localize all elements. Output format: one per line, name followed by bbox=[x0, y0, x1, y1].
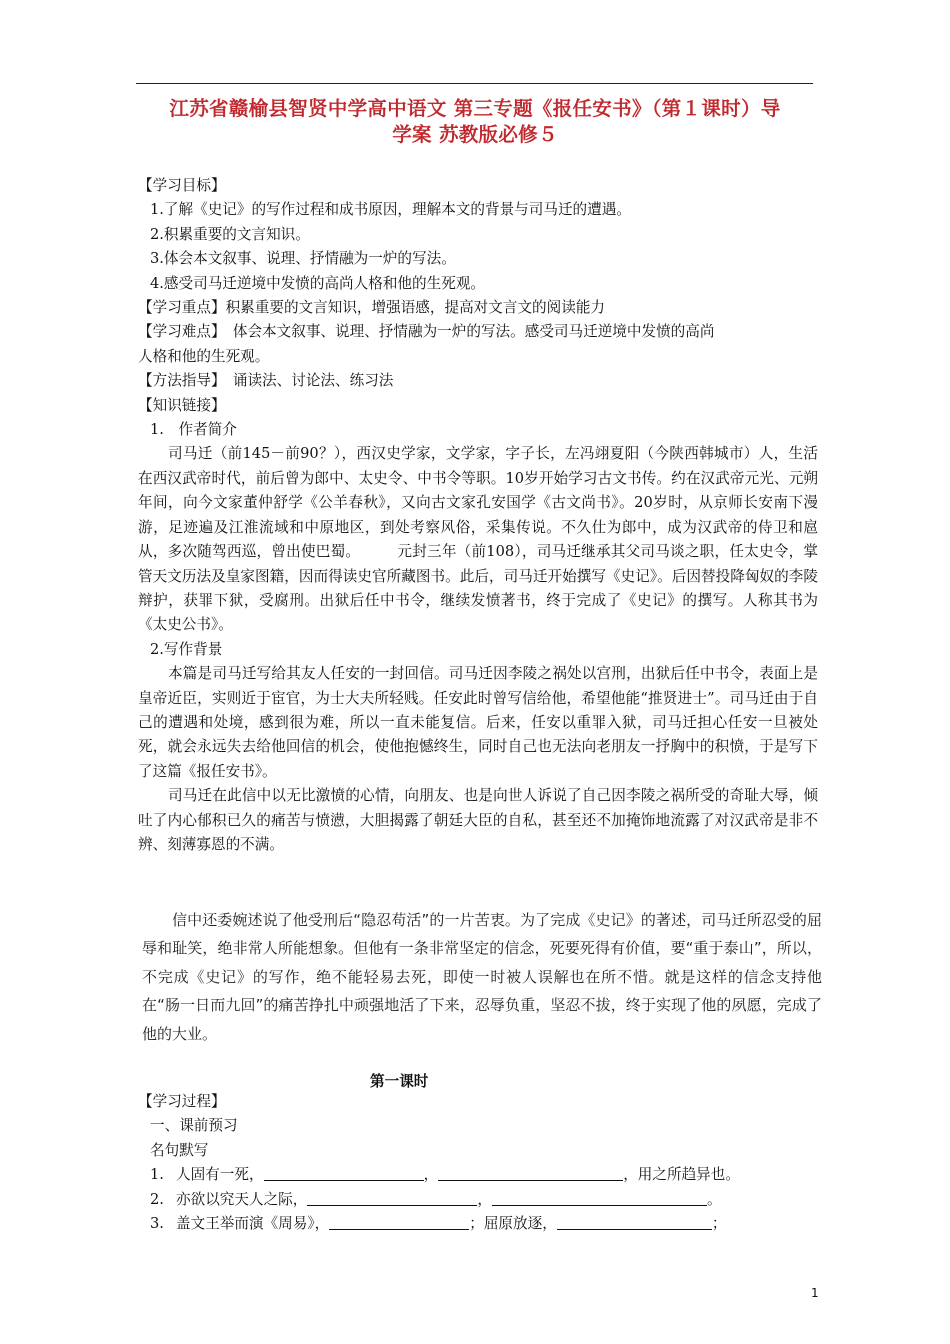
page-number: 1 bbox=[811, 1286, 819, 1300]
question-ending: ； bbox=[711, 1215, 727, 1233]
question-text: 亦欲以究天人之际， bbox=[176, 1190, 308, 1208]
method-guide: 【方法指导】 诵读法、讨论法、练习法 bbox=[138, 372, 394, 390]
answer-blank[interactable] bbox=[307, 1191, 477, 1206]
goal-item: 2.积累重要的文言知识。 bbox=[150, 225, 310, 243]
question-number: 2. bbox=[150, 1190, 164, 1208]
dictation-header: 名句默写 bbox=[150, 1141, 209, 1159]
dictation-question-1 bbox=[138, 1163, 818, 1187]
key-point: 【学习重点】积累重要的文言知识，增强语感，提高对文言文的阅读能力 bbox=[138, 299, 606, 317]
goal-item: 4.感受司马迁逆境中发愤的高尚人格和他的生死观。 bbox=[150, 274, 485, 292]
header-rule bbox=[136, 83, 813, 84]
title-line-2: 学案 苏教版必修５ bbox=[392, 123, 558, 146]
preview-header: 一、课前预习 bbox=[150, 1117, 238, 1135]
difficulty-line-2: 人格和他的生死观。 bbox=[138, 347, 270, 365]
document-title bbox=[130, 96, 820, 148]
answer-blank[interactable] bbox=[492, 1191, 707, 1206]
learning-process bbox=[138, 1090, 818, 1236]
main-content bbox=[138, 174, 818, 857]
question-text: 盖文王举而演《周易》， bbox=[176, 1215, 330, 1233]
answer-blank[interactable] bbox=[438, 1166, 623, 1181]
letter-paragraph: 信中还委婉述说了他受刑后“隐忍苟活”的一片苦衷。为了完成《史记》的著述，司马迁所忍受的屈辱和耻笑，绝非常人所能想象。但他有一条非常坚定的信念，死要死得有价值，要“重于泰山”，所以，不完成《史记》的写作，绝不能轻易去死，即使一时被人误解也在所不惜。就是这样的信念支持他在“肠一日而九回”的痛苦挣扎中顽强地活了下来，忍辱负重，坚忍不拔，终于实现了他的夙愿，完成了他的大业。 bbox=[142, 911, 822, 1043]
goal-item: 1.了解《史记》的写作过程和成书原因，理解本文的背景与司马迁的遭遇。 bbox=[150, 201, 631, 219]
letter-summary-block bbox=[142, 906, 822, 1048]
background-paragraph-2: 司马迁在此信中以无比激愤的心情，向朋友、也是向世人诉说了自己因李陵之祸所受的奇耻大辱，倾吐了内心郁积已久的痛苦与愤懑，大胆揭露了朝廷大臣的自私，甚至还不加掩饰地流露了对汉武帝是非不辨、刻薄寡恩的不满。 bbox=[138, 787, 818, 853]
difficulty-line-1: 【学习难点】 体会本文叙事、说理、抒情融为一炉的写法。感受司马迁逆境中发愤的高尚 bbox=[138, 323, 715, 341]
question-separator: ；屈原放逐， bbox=[469, 1215, 557, 1233]
process-header: 【学习过程】 bbox=[138, 1093, 226, 1110]
question-ending: 。 bbox=[706, 1190, 722, 1208]
title-line-1: 江苏省赣榆县智贤中学高中语文 第三专题《报任安书》（第１课时）导 bbox=[169, 97, 781, 120]
dictation-question-3 bbox=[138, 1212, 818, 1236]
author-paragraph: 司马迁（前145－前90？），西汉史学家，文学家，字子长，左冯翊夏阳（今陕西韩城市）人，生活在西汉武帝时代，前后曾为郎中、太史令、中书令等职。10岁开始学习古文书传。约在汉武帝元光、元朔年间，向今文家董仲舒学《公羊春秋》，又向古文家孔安国学《古文尚书》。20岁时，从京师长安南下漫游，足迹遍及江淮流域和中原地区，到处考察风俗，采集传说。不久仕为郎中，成为汉武帝的侍卫和扈从，多次随驾西巡，曾出使巴蜀。 元封三年（前108），司马迁继承其父司马谈之职，任太史令，掌管天文历法及皇家图籍，因而得读史官所藏图书。此后，司马迁开始撰写《史记》。后因替投降匈奴的李陵辩护，获罪下狱，受腐刑。出狱后任中书令，继续发愤著书，终于完成了《史记》的撰写。人称其书为《太史公书》。 bbox=[138, 445, 818, 634]
question-number: 1. bbox=[150, 1166, 164, 1184]
goals-header: 【学习目标】 bbox=[138, 177, 226, 194]
background-paragraph-1: 本篇是司马迁写给其友人任安的一封回信。司马迁因李陵之祸处以宫刑，出狱后任中书令，表面上是皇帝近臣，实则近于宦官，为士大夫所轻贱。任安此时曾写信给他，希望他能“推贤进士”。司马迁由于自己的遭遇和处境，感到很为难，所以一直未能复信。后来，任安以重罪入狱，司马迁担心任安一旦被处死，就会永远失去给他回信的机会，使他抱憾终生，同时自己也无法向老朋友一抒胸中的积愤，于是写下了这篇《报任安书》。 bbox=[138, 665, 818, 780]
question-number: 3. bbox=[150, 1215, 164, 1233]
answer-blank[interactable] bbox=[557, 1215, 712, 1230]
goal-item: 3.体会本文叙事、说理、抒情融为一炉的写法。 bbox=[150, 250, 456, 268]
dictation-question-2 bbox=[138, 1188, 818, 1212]
question-separator: ， bbox=[477, 1190, 492, 1208]
answer-blank[interactable] bbox=[329, 1215, 469, 1230]
question-text: 人固有一死， bbox=[176, 1166, 264, 1184]
knowledge-header: 【知识链接】 bbox=[138, 396, 226, 414]
answer-blank[interactable] bbox=[264, 1166, 424, 1181]
background-header: 2.写作背景 bbox=[150, 640, 223, 658]
author-header: 1. 作者简介 bbox=[150, 421, 237, 439]
question-separator: ， bbox=[423, 1166, 439, 1184]
lesson-title: 第一课时 bbox=[370, 1073, 429, 1090]
question-ending: ，用之所趋异也。 bbox=[623, 1166, 740, 1184]
